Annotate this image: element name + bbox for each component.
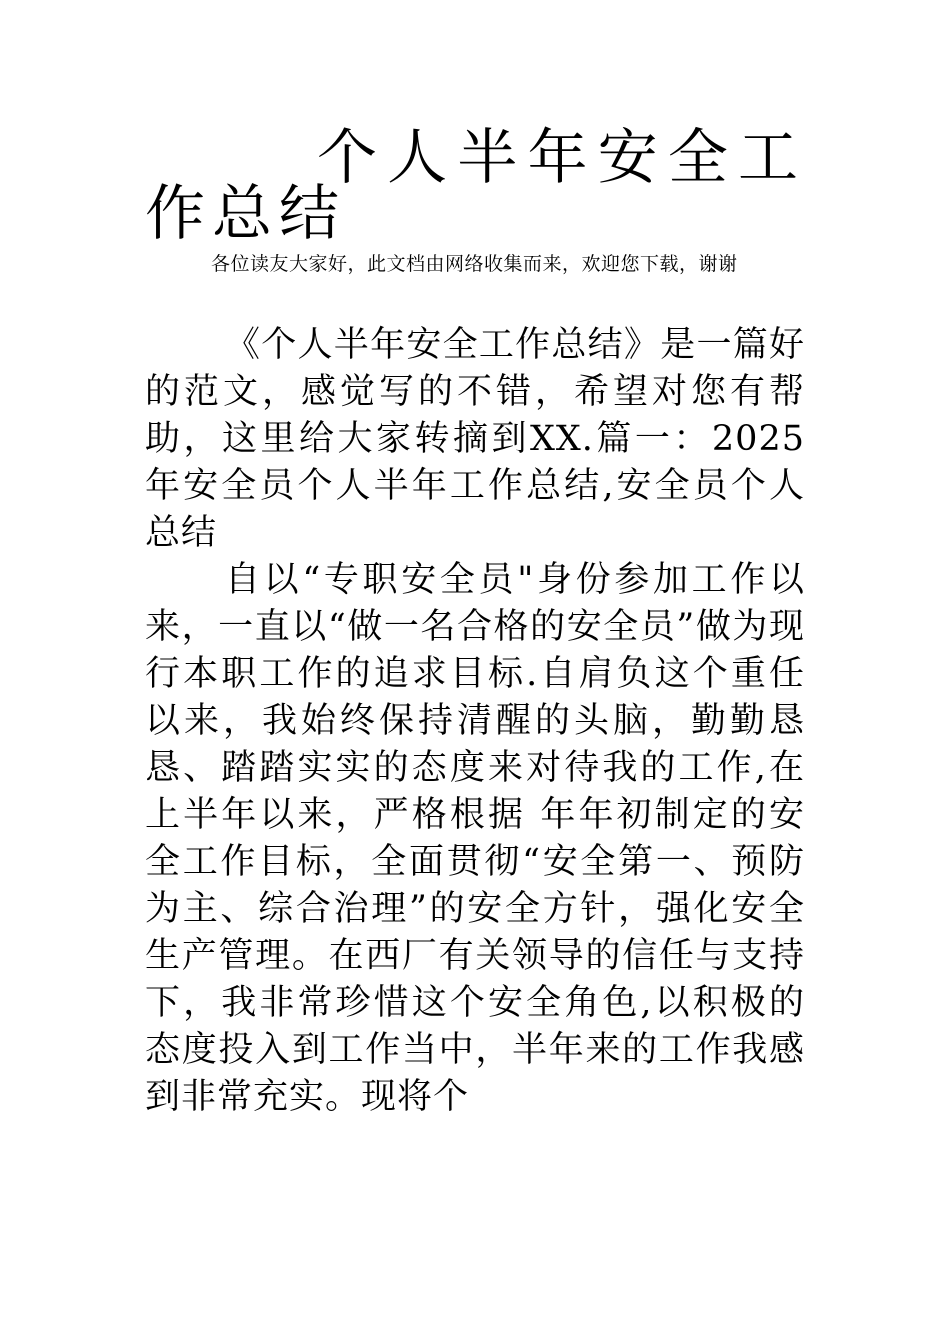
document-title: 个人半年安全工作总结: [145, 123, 805, 249]
body-paragraph-intro: 《个人半年安全工作总结》是一篇好的范文，感觉写的不错，希望对您有帮助，这里给大家转摘到XX.篇一：2025年安全员个人半年工作总结,安全员个人总结: [145, 325, 805, 553]
reader-notice: 各位读友大家好，此文档由网络收集而来，欢迎您下载，谢谢: [211, 253, 738, 275]
body-paragraph-main: 自以“专职安全员"身份参加工作以来，一直以“做一名合格的安全员”做为现行本职工作的追求目标.自肩负这个重任以来，我始终保持清醒的头脑，勤勤恳恳、踏踏实实的态度来对待我的工作,在 上半年以来，严格根据 年年初制定的安全工作目标，全面贯彻“安全第一、预防为主、综合治理”的安全方针，强化安全生产管理。在西厂有关领导的信任与支持下，我非常珍惜这个安全角色,以积极的态度投入到工作当中，半年来的工作我感到非常充实。现将个: [145, 560, 805, 1117]
document-content: [145, 123, 805, 1121]
